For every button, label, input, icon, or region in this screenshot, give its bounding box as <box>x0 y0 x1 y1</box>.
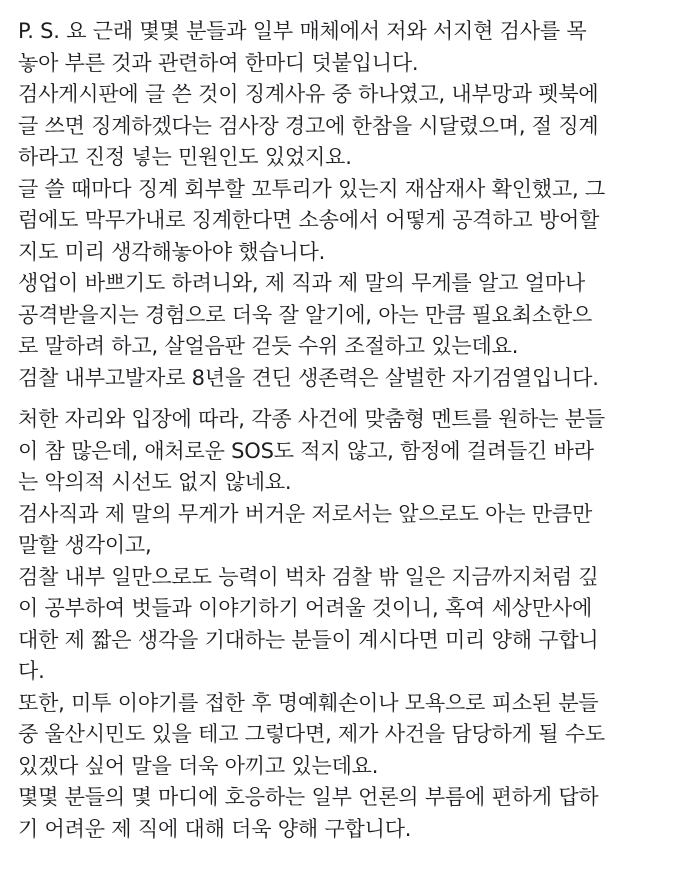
paragraph <box>18 16 668 79</box>
text-line: 놓아 부른 것과 관련하여 한마디 덧붙입니다. <box>18 50 419 75</box>
paragraph <box>18 363 668 395</box>
text-line: 몇몇 분들의 몇 마디에 호응하는 일부 언론의 부름에 편하게 답하 <box>18 785 599 809</box>
text-line: 로 말하려 하고, 살얼음판 걷듯 수위 조절하고 있는데요. <box>18 334 519 358</box>
text-line: 있겠다 싶어 말을 더욱 아끼고 있는데요. <box>18 753 379 778</box>
paragraph <box>18 174 668 269</box>
text-line: 검찰 내부 일만으로도 능력이 벅차 검찰 밖 일은 지금까지처럼 깊 <box>18 564 599 589</box>
text-line: 하라고 진정 넣는 민원인도 있었지요. <box>18 145 352 169</box>
text-line: 기 어려운 제 직에 대해 더욱 양해 구합니다. <box>18 816 412 841</box>
text-line: 지도 미리 생각해놓아야 했습니다. <box>18 239 326 264</box>
text-line: 럼에도 막무가내로 징계한다면 소송에서 어떻게 공격하고 방어할 <box>18 208 600 232</box>
paragraph <box>18 268 668 363</box>
text-line: 는 악의적 시선도 없지 않네요. <box>18 470 292 494</box>
paragraph <box>18 782 668 845</box>
paragraph <box>18 688 668 783</box>
text-line: 다. <box>18 659 45 683</box>
text-line: 검사게시판에 글 쓴 것이 징계사유 중 하나였고, 내부망과 펫북에 <box>18 82 599 106</box>
text-line: 글 쓰면 징계하겠다는 검사장 경고에 한참을 시달렸으며, 절 징계 <box>18 113 599 138</box>
text-line: 대한 제 짧은 생각을 기대하는 분들이 계시다면 미리 양해 구합니 <box>18 627 599 652</box>
text-line: 이 공부하여 벗들과 이야기하기 어려울 것이니, 혹여 세상만사에 <box>18 596 593 620</box>
text-line: 글 쓸 때마다 징계 회부할 꼬투리가 있는지 재삼재사 확인했고, 그 <box>18 176 605 201</box>
paragraph <box>18 499 668 562</box>
text-line: 검찰 내부고발자로 8년을 견딘 생존력은 살벌한 자기검열입니다. <box>18 365 599 390</box>
paragraph <box>18 562 668 688</box>
text-line: 공격받을지는 경험으로 더욱 잘 알기에, 아는 만큼 필요최소한으 <box>18 302 593 327</box>
text-line: 중 울산시민도 있을 테고 그렇다면, 제가 사건을 담당하게 될 수도 <box>18 722 605 746</box>
paragraph <box>18 79 668 174</box>
text-line: 이 참 많은데, 애처로운 SOS도 적지 않고, 함정에 걸려들긴 바라 <box>18 438 594 463</box>
text-line: 생업이 바쁘기도 하려니와, 제 직과 제 말의 무게를 알고 얼마나 <box>18 271 585 295</box>
text-line: 처한 자리와 입장에 따라, 각종 사건에 맞춤형 멘트를 원하는 분들 <box>18 407 605 431</box>
text-line: P. S. 요 근래 몇몇 분들과 일부 매체에서 저와 서지현 검사를 목 <box>18 19 587 43</box>
text-line: 말할 생각이고, <box>18 533 152 557</box>
text-line: 또한, 미투 이야기를 접한 후 명예훼손이나 모욕으로 피소된 분들 <box>18 690 599 715</box>
paragraph <box>18 404 668 499</box>
text-line: 검사직과 제 말의 무게가 버거운 저로서는 앞으로도 아는 만큼만 <box>18 501 593 526</box>
